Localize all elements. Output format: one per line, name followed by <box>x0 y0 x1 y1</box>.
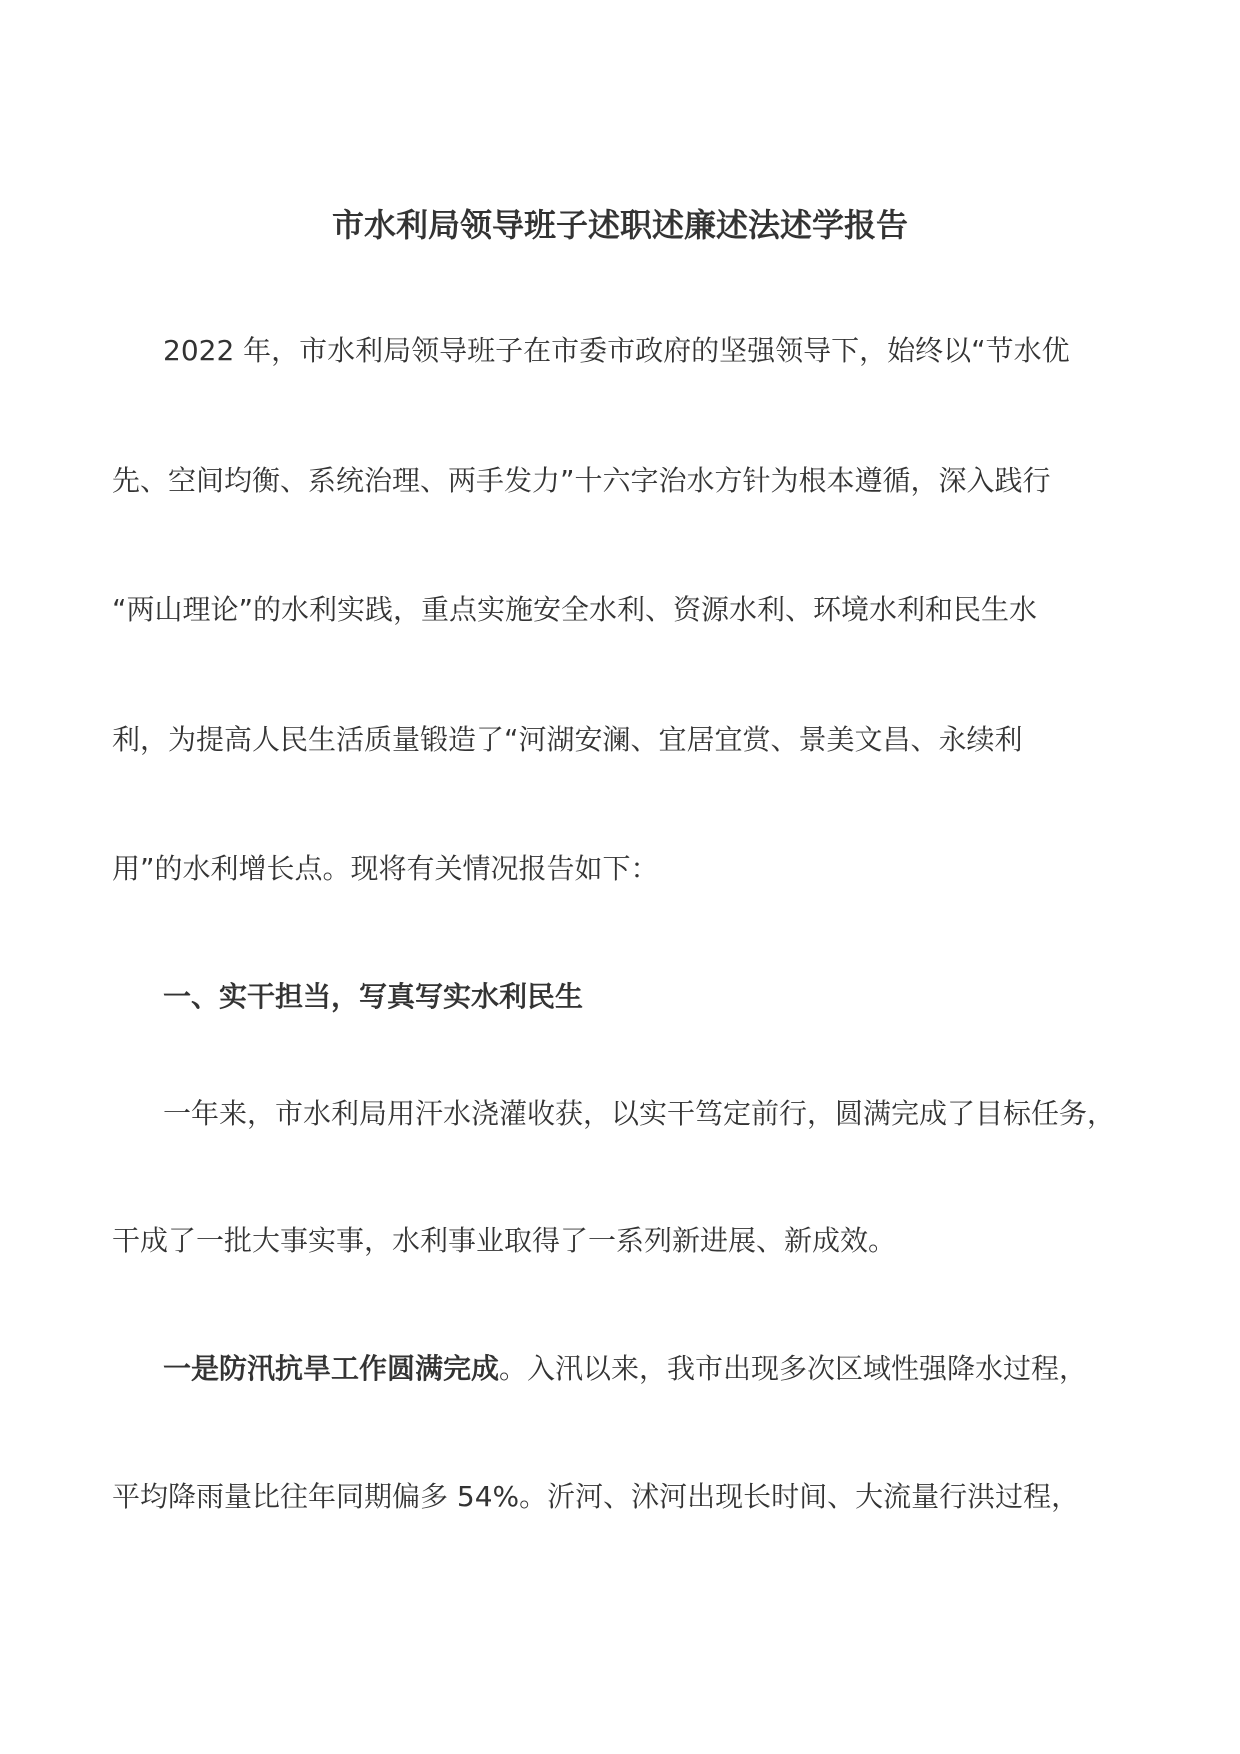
paragraph-line: 干成了一批大事实事，水利事业取得了一系列新进展、新成效。 <box>112 1224 897 1257</box>
paragraph-text: 。入汛以来，我市出现多次区域性强降水过程， <box>499 1352 1088 1385</box>
paragraph-line: 用”的水利增长点。现将有关情况报告如下： <box>112 852 659 885</box>
paragraph-line <box>163 1349 1087 1389</box>
paragraph-line: 一年来，市水利局用汗水浇灌收获，以实干笃定前行，圆满完成了目标任务， <box>163 1097 1116 1130</box>
bold-lead-phrase: 一是防汛抗旱工作圆满完成 <box>163 1352 500 1385</box>
paragraph-line: 先、空间均衡、系统治理、两手发力”十六字治水方针为根本遵循，深入践行 <box>112 464 1051 497</box>
paragraph-line: 利，为提高人民生活质量锻造了“河湖安澜、宜居宜赏、景美文昌、永续利 <box>112 723 1023 756</box>
paragraph-line: 2022 年，市水利局领导班子在市委市政府的坚强领导下，始终以“节水优 <box>163 334 1070 367</box>
section-heading: 一、实干担当，写真写实水利民生 <box>163 980 584 1013</box>
paragraph-line: “两山理论”的水利实践，重点实施安全水利、资源水利、环境水利和民生水 <box>112 593 1038 626</box>
paragraph-line: 平均降雨量比往年同期偏多 54%。沂河、沭河出现长时间、大流量行洪过程， <box>112 1480 1080 1513</box>
document-title: 市水利局领导班子述职述廉述法述学报告 <box>331 206 908 244</box>
